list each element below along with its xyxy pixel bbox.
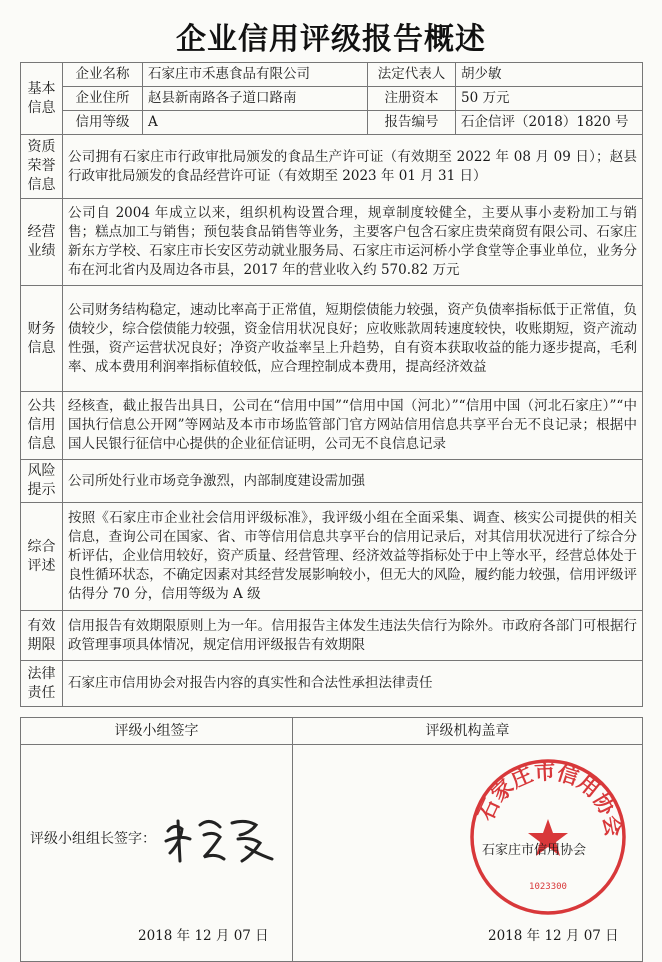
seal-org-name: 石家庄市信用协会	[482, 843, 587, 858]
basic-info-row-3	[21, 111, 643, 135]
validity-label: 有效期限	[21, 611, 63, 661]
seal-cell	[293, 745, 643, 962]
seal-number: 1023300	[529, 882, 567, 892]
report-title: 企业信用评级报告概述	[176, 22, 486, 57]
credit-grade-value: A	[143, 111, 368, 135]
report-table	[20, 62, 643, 707]
performance-text: 公司自 2004 年成立以来，组织机构设置合理，规章制度较健全，主要从事小麦粉加工与销售；糕点加工与销售；预包装食品销售等业务，主要客户包含石家庄贵荣商贸有限公司、石家庄新东方学校、石家庄市长安区劳动就业服务局、石家庄市运河桥小学食堂等企事业单位，业务分布在河北省内及周边各市县，2017 年的营业收入约 570.82 万元	[63, 199, 643, 286]
company-name-value: 石家庄市禾惠食品有限公司	[143, 63, 368, 87]
company-name-label: 企业名称	[63, 63, 143, 87]
public-credit-label: 公共信用信息	[21, 392, 63, 460]
qualification-text: 公司拥有石家庄市行政审批局颁发的食品生产许可证（有效期至 2022 年 08 月 09 日）；赵县行政审批局颁发的食品经营许可证（有效期至 2023 年 01 月 31 日）	[63, 135, 643, 199]
qualification-label: 资质荣誉信息	[21, 135, 63, 199]
validity-text: 信用报告有效期限原则上为一年。信用报告主体发生违法失信行为除外。市政府各部门可根据行政管理事项具体情况，规定信用评级报告有效期限	[63, 611, 643, 661]
credit-grade-label: 信用等级	[63, 111, 143, 135]
signature-cell	[21, 745, 293, 962]
public-credit-text: 经核查，截止报告出具日，公司在“信用中国”“信用中国（河北）”“信用中国（河北石家庄）”“中国执行信息公开网”等网站及本市市场监管部门官方网站信用信息共享平台无不良记录；根据中国人民银行征信中心提供的企业征信证明，公司无不良信息记录	[63, 392, 643, 460]
seal-date: 2018 年 12 月 07 日	[488, 928, 619, 944]
evaluation-label: 综合评述	[21, 503, 63, 611]
validity-row	[21, 611, 643, 661]
legal-rep-label: 法定代表人	[368, 63, 456, 87]
handwritten-signature	[160, 809, 280, 869]
risk-row	[21, 460, 643, 503]
address-value: 赵县新南路各子道口路南	[143, 87, 368, 111]
signature-group-header: 评级小组签字	[21, 718, 293, 745]
qualification-row	[21, 135, 643, 199]
risk-text: 公司所处行业市场竞争激烈，内部制度建设需加强	[63, 460, 643, 503]
legal-rep-value: 胡少敏	[456, 63, 643, 87]
basic-info-row-2	[21, 87, 643, 111]
finance-row	[21, 286, 643, 392]
risk-label: 风险提示	[21, 460, 63, 503]
evaluation-row	[21, 503, 643, 611]
basic-info-row-1	[21, 63, 643, 87]
performance-row	[21, 199, 643, 286]
capital-label: 注册资本	[368, 87, 456, 111]
finance-text: 公司财务结构稳定，速动比率高于正常值，短期偿债能力较强，资产负债率指标低于正常值，负债较少，综合偿债能力较强，资金信用状况良好；应收账款周转速度较快，收账期短，资产流动性强，资产运营状况良好；净资产收益率呈上升趋势，自有资本获取收益的能力逐步提高，毛利率、成本费用利润率指标值较低，应合理控制成本费用，提高经济效益	[63, 286, 643, 392]
report-number-value: 石企信评（2018）1820 号	[456, 111, 643, 135]
legal-label: 法律责任	[21, 661, 63, 707]
legal-text: 石家庄市信用协会对报告内容的真实性和合法性承担法律责任	[63, 661, 643, 707]
leader-signature-label: 评级小组组长签字：	[30, 831, 156, 847]
capital-value: 50 万元	[456, 87, 643, 111]
signature-date: 2018 年 12 月 07 日	[138, 928, 269, 944]
seal-ring-text: 石家庄市信用协会	[473, 759, 626, 839]
evaluation-text: 按照《石家庄市企业社会信用评级标准》，我评级小组在全面采集、调查、核实公司提供的相关信息，查询公司在国家、省、市等信用信息共享平台的信用记录后，对其信用状况进行了综合分析评估，企业信用较好，资产质量、经营管理、经济效益等指标处于中上等水平，经营总体处于良性循环状态，不确定因素对其经营发展影响较小，但无大的风险，履约能力较强，信用评级评估得分 70 分，信用等级为 A 级	[63, 503, 643, 611]
signature-table	[20, 717, 643, 962]
public-credit-row	[21, 392, 643, 460]
seal-header: 评级机构盖章	[293, 718, 643, 745]
address-label: 企业住所	[63, 87, 143, 111]
association-seal	[468, 757, 628, 917]
legal-row	[21, 661, 643, 707]
report-number-label: 报告编号	[368, 111, 456, 135]
finance-label: 财务信息	[21, 286, 63, 392]
performance-label: 经营业绩	[21, 199, 63, 286]
basic-info-label: 基本信息	[21, 63, 63, 135]
